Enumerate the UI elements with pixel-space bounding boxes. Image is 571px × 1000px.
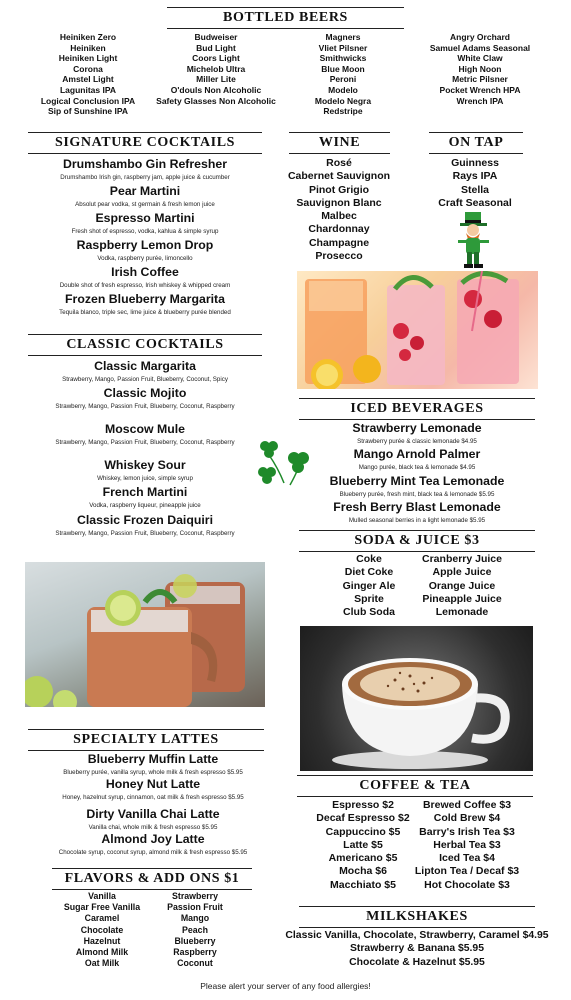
list-item: Lagunitas IPA <box>59 84 117 95</box>
list-item: Stella <box>460 183 489 196</box>
beer-column-1 <box>30 32 146 117</box>
list-item: Raspberry <box>173 947 217 958</box>
menu-item-name: Dirty Vanilla Chai Latte <box>86 807 220 821</box>
list-item: Hot Chocolate $3 <box>424 878 510 891</box>
menu-item <box>50 422 240 447</box>
list-item: Pinot Grigio <box>308 183 370 196</box>
soda-list <box>327 553 411 619</box>
list-item: Samuel Adams Seasonal <box>429 42 531 53</box>
menu-item-name: Classic Margarita <box>94 359 196 373</box>
list-item: White Claw <box>457 53 503 64</box>
menu-item <box>300 447 534 472</box>
list-item: Chocolate & Hazelnut $5.95 <box>349 956 485 968</box>
menu-item-description: Chocolate syrup, coconut syrup, almond milk & fresh espresso $5.95 <box>58 849 248 856</box>
on-tap-title: ON TAP <box>429 135 523 151</box>
list-item: Apple Juice <box>432 566 492 579</box>
menu-item-description: Fresh shot of espresso, vodka, kahlua & simple syrup <box>71 228 219 235</box>
list-item: Smithwicks <box>319 53 367 64</box>
menu-item-name: Mango Arnold Palmer <box>353 447 481 461</box>
list-item: Barry's Irish Tea $3 <box>419 825 515 838</box>
list-item: Ginger Ale <box>342 579 396 592</box>
allergy-notice: Please alert your server of any food allergies! <box>200 981 371 991</box>
iced-beverages-title: ICED BEVERAGES <box>299 401 535 417</box>
list-item: Strawberry <box>172 891 218 901</box>
menu-item-description: Vodka, raspberry liqueur, pineapple juice <box>89 502 201 509</box>
list-item: Malbec <box>321 210 357 223</box>
list-item: O'douls Non Alcoholic <box>170 84 262 95</box>
list-item: Cabernet Sauvignon <box>287 170 391 183</box>
list-item: Classic Vanilla, Chocolate, Strawberry, Caramel $4.95 <box>285 930 549 941</box>
wine-title: WINE <box>289 135 390 151</box>
list-item: Passion Fruit <box>167 902 223 913</box>
menu-item-name: Whiskey Sour <box>104 458 186 472</box>
menu-item-name: Classic Frozen Daiquiri <box>77 513 213 527</box>
menu-item <box>50 359 240 384</box>
menu-item <box>50 485 240 510</box>
menu-item <box>30 238 260 263</box>
list-item: Champagne <box>308 236 370 249</box>
menu-item-description: Honey, hazelnut syrup, cinnamon, oat milk & fresh espresso $5.95 <box>62 794 244 801</box>
list-item: Peach <box>182 924 208 935</box>
on-tap-list <box>420 157 530 210</box>
list-item: Herbal Tea $3 <box>433 838 501 851</box>
beer-column-4 <box>412 32 548 106</box>
menu-item-description: Mulled seasonal berries in a light lemonade $5.95 <box>348 517 486 524</box>
milkshakes-list <box>272 929 562 969</box>
list-item: Brewed Coffee $3 <box>422 799 512 811</box>
tea-list <box>405 799 529 892</box>
menu-item <box>30 157 260 182</box>
menu-item-description: Strawberry, Mango, Passion Fruit, Blueberry, Coconut, Raspberry <box>55 439 235 446</box>
list-item: Sugar Free Vanilla <box>63 902 141 913</box>
list-item: Espresso $2 <box>332 799 394 811</box>
list-item: Wrench IPA <box>456 95 504 106</box>
coffee-tea-title: COFFEE & TEA <box>297 778 533 794</box>
menu-item <box>30 184 260 209</box>
menu-item-name: Pear Martini <box>109 184 181 198</box>
list-item: Orange Juice <box>428 579 496 592</box>
list-item: Diet Coke <box>344 566 394 579</box>
cappuccino-photo <box>300 626 533 771</box>
list-item: Club Soda <box>343 606 395 619</box>
menu-item-description: Tequila blanco, triple sec, lime juice & blueberry purée blended <box>59 309 231 316</box>
list-item: Cappuccino $5 <box>325 825 401 838</box>
menu-item-name: Blueberry Muffin Latte <box>87 752 219 766</box>
specialty-lattes-title: SPECIALTY LATTES <box>28 732 264 748</box>
menu-item <box>55 777 251 802</box>
list-item: Coors Light <box>192 53 240 64</box>
list-item: Peroni <box>329 74 357 85</box>
list-item: Iced Tea $4 <box>439 852 495 865</box>
list-item: Logical Conclusion IPA <box>40 95 136 106</box>
coffee-list <box>306 799 420 892</box>
menu-item-description: Strawberry, Mango, Passion Fruit, Blueberry, Coconut, Raspberry <box>55 403 235 410</box>
list-item: Cranberry Juice <box>422 553 502 565</box>
list-item: Chocolate <box>80 924 124 935</box>
list-item: Lipton Tea / Decaf $3 <box>414 865 520 878</box>
menu-item-name: Irish Coffee <box>111 265 179 279</box>
menu-item <box>50 386 240 411</box>
menu-item <box>50 513 240 538</box>
menu-item <box>30 211 260 236</box>
list-item: Blueberry <box>174 935 216 946</box>
list-item: Michelob Ultra <box>186 63 246 74</box>
menu-item-description: Mango purée, black tea & lemonade $4.95 <box>358 464 476 471</box>
list-item: Pocket Wrench HPA <box>439 84 521 95</box>
menu-item <box>30 265 260 290</box>
menu-item-description: Whiskey, lemon juice, simple syrup <box>97 475 193 482</box>
menu-item-description: Strawberry purée & classic lemonade $4.95 <box>357 438 477 445</box>
list-item: Lemonade <box>435 606 489 619</box>
list-item: Miller Lite <box>196 74 236 85</box>
list-item: Heiniken Zero <box>59 32 117 42</box>
menu-item-description: Double shot of fresh espresso, Irish whiskey & whipped cream <box>59 282 231 289</box>
list-item: Mocha $6 <box>339 865 387 878</box>
list-item: Macchiato $5 <box>330 878 396 891</box>
flavors-list-left <box>52 891 152 969</box>
list-item: Cold Brew $4 <box>433 812 501 825</box>
list-item: Corona <box>73 63 103 74</box>
menu-item-name: Espresso Martini <box>95 211 195 225</box>
menu-item-description: Absolut pear vodka, st germain & fresh lemon juice <box>75 201 215 208</box>
leprechaun-illustration <box>456 212 491 270</box>
list-item: Americano $5 <box>328 852 398 865</box>
menu-item-name: Moscow Mule <box>105 422 185 436</box>
menu-item <box>55 832 251 857</box>
juice-list <box>410 553 514 619</box>
list-item: Mango <box>180 913 210 924</box>
list-item: Angry Orchard <box>450 32 510 42</box>
beer-column-3 <box>295 32 391 117</box>
menu-item-description: Strawberry, Mango, Passion Fruit, Blueberry, Coconut, Raspberry <box>55 530 235 537</box>
list-item: Sauvignon Blanc <box>296 196 382 209</box>
milkshakes-title: MILKSHAKES <box>299 909 535 925</box>
list-item: Coconut <box>177 958 213 969</box>
list-item: Heiniken Light <box>58 53 118 64</box>
menu-item <box>300 421 534 446</box>
list-item: Budweiser <box>194 32 238 42</box>
list-item: Guinness <box>451 157 499 169</box>
flavors-list-right <box>150 891 240 969</box>
menu-item-name: Drumshambo Gin Refresher <box>63 157 227 171</box>
list-item: Strawberry & Banana $5.95 <box>350 943 484 955</box>
list-item: Heiniken <box>70 42 106 53</box>
menu-item <box>55 752 251 777</box>
menu-item-description: Blueberry purée, vanilla syrup, whole milk & fresh espresso $5.95 <box>63 769 243 776</box>
menu-item-name: Classic Mojito <box>103 386 187 400</box>
menu-item <box>300 474 534 499</box>
list-item: Sprite <box>354 592 384 605</box>
menu-item-name: Blueberry Mint Tea Lemonade <box>329 474 505 488</box>
list-item: Decaf Espresso $2 <box>316 812 410 825</box>
menu-item-description: Blueberry purée, fresh mint, black tea & lemonade $5.95 <box>339 491 495 498</box>
menu-item-name: French Martini <box>102 485 188 499</box>
soda-juice-title: SODA & JUICE $3 <box>299 533 535 549</box>
menu-item <box>300 500 534 525</box>
list-item: Sip of Sunshine IPA <box>47 106 129 117</box>
menu-item <box>50 458 240 483</box>
list-item: Vliet Pilsner <box>318 42 368 53</box>
list-item: Modelo Negra <box>314 95 372 106</box>
list-item: Prosecco <box>315 250 363 263</box>
menu-item-description: Vanilla chai, whole milk & fresh espresso $5.95 <box>88 824 218 831</box>
list-item: Caramel <box>84 913 120 924</box>
list-item: Safety Glasses Non Alcoholic <box>156 95 276 106</box>
list-item: Bud Light <box>196 42 236 53</box>
list-item: Metric Pilsner <box>452 74 508 85</box>
flavors-title: FLAVORS & ADD ONS $1 <box>52 871 252 887</box>
menu-item-name: Almond Joy Latte <box>101 832 205 846</box>
list-item: Coke <box>356 553 382 565</box>
list-item: Amstel Light <box>62 74 114 85</box>
list-item: Pineapple Juice <box>422 592 502 605</box>
menu-item <box>30 292 260 317</box>
menu-item-description: Vodka, raspberry purée, limoncello <box>97 255 193 262</box>
list-item: Almond Milk <box>75 947 129 958</box>
list-item: Redstripe <box>323 106 363 117</box>
classic-cocktails-title: CLASSIC COCKTAILS <box>28 337 262 353</box>
menu-item-description: Drumshambo Irish gin, raspberry jam, apple juice & cucumber <box>60 174 230 181</box>
list-item: High Noon <box>458 63 502 74</box>
list-item: Blue Moon <box>321 63 365 74</box>
list-item: Rosé <box>326 157 352 169</box>
menu-item-description: Strawberry, Mango, Passion Fruit, Blueberry, Coconut, Spicy <box>62 376 228 383</box>
list-item: Craft Seasonal <box>438 196 512 209</box>
iced-drinks-photo <box>297 271 538 389</box>
list-item: Hazelnut <box>83 935 121 946</box>
list-item: Oat Milk <box>84 958 120 969</box>
menu-item-name: Honey Nut Latte <box>105 777 201 791</box>
list-item: Magners <box>325 32 361 42</box>
beer-column-2 <box>150 32 282 106</box>
list-item: Latte $5 <box>343 838 383 851</box>
signature-cocktails-title: SIGNATURE COCKTAILS <box>28 135 262 151</box>
menu-item-name: Frozen Blueberry Margarita <box>65 292 225 306</box>
moscow-mule-photo <box>25 562 265 707</box>
menu-item-name: Raspberry Lemon Drop <box>76 238 214 252</box>
bottled-beers-title: BOTTLED BEERS <box>167 10 404 26</box>
menu-item <box>55 807 251 832</box>
list-item: Vanilla <box>88 891 116 901</box>
wine-list <box>283 157 395 263</box>
menu-item-name: Fresh Berry Blast Lemonade <box>333 500 501 514</box>
list-item: Modelo <box>328 84 358 95</box>
menu-item-name: Strawberry Lemonade <box>352 421 482 435</box>
list-item: Chardonnay <box>308 223 370 236</box>
list-item: Rays IPA <box>452 170 498 183</box>
